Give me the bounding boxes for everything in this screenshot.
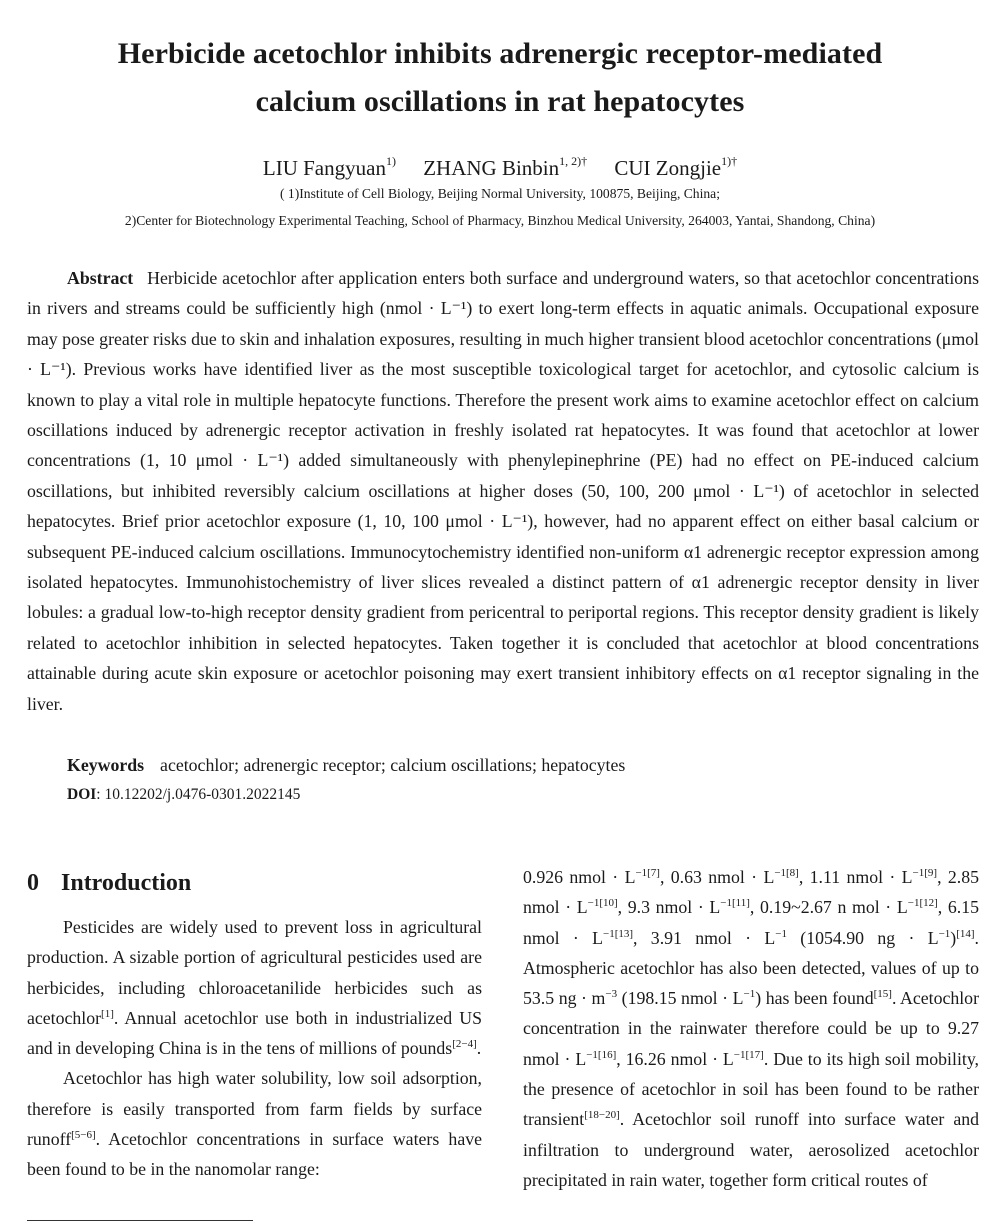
doi-text: : 10.12202/j.0476-0301.2022145: [96, 786, 301, 803]
author-2: [423, 156, 587, 180]
author-1: [263, 156, 396, 180]
author-name: ZHANG Binbin: [423, 156, 560, 180]
citation-mark: [18−20]: [584, 1109, 620, 1122]
citation-mark: −1[16]: [586, 1048, 617, 1061]
citation-mark: −1: [743, 988, 756, 1001]
author-name: LIU Fangyuan: [262, 156, 386, 180]
citation-mark: [14]: [956, 927, 975, 940]
citation-mark: [1]: [101, 1007, 114, 1020]
affiliation-2: 2)Center for Biotechnology Experimental Teaching, School of Pharmacy, Binzhou Medical University, 264003, Yantai, Shandong, China): [124, 213, 876, 228]
text-run: Acetochlor has high water solubility, low soil adsorption, therefore is easily transported from farm fields by surface runoff: [27, 1068, 482, 1150]
citation-mark: −1[12]: [907, 897, 938, 910]
author-name: CUI Zongjie: [614, 156, 722, 180]
abstract-label: Abstract: [67, 268, 134, 288]
citation-mark: −1: [775, 927, 787, 940]
paper-title: [0, 30, 1000, 126]
section-title: Introduction: [61, 870, 192, 896]
citation-mark: −1[13]: [603, 927, 634, 940]
citation-mark: −1[7]: [635, 867, 660, 880]
citation-mark: [5−6]: [71, 1129, 96, 1142]
citation-mark: −1[17]: [733, 1048, 764, 1061]
text-run: . Annual acetochlor use both in industrialized US and in developing China is in the tens of millions of pounds: [27, 1007, 482, 1059]
paragraph: [27, 912, 482, 1063]
text-run: (1054.90 ng · L: [786, 927, 939, 948]
title-line-1: Herbicide acetochlor inhibits adrenergic receptor-mediated: [117, 37, 883, 70]
text-run: . Due to its high soil mobility, the presence of acetochlor in soil has been found to be rather transient: [523, 1048, 979, 1130]
section-heading: [27, 866, 191, 900]
citation-mark: −1[9]: [912, 867, 938, 880]
left-column: [27, 912, 482, 1224]
text-run: , 0.63 nmol · L: [659, 867, 775, 887]
citation-mark: [15]: [873, 988, 892, 1001]
text-run: , 9.3 nmol · L: [617, 897, 721, 918]
text-run: . Acetochlor concentrations in surface waters have been found to be in the nanomolar range:: [27, 1129, 482, 1180]
affiliation-1: ( 1)Institute of Cell Biology, Beijing Normal University, 100875, Beijing, China;: [280, 186, 720, 201]
text-run: , 3.91 nmol · L: [633, 927, 776, 948]
text-run: Pesticides are widely used to prevent loss in agricultural production. A sizable portion of agricultural pesticides used are herbicides, including chloroacetanilide herbicides such as acetochlor: [27, 917, 482, 1028]
text-run: , 1.11 nmol · L: [798, 867, 913, 887]
author-affiliation-mark: 1)†: [721, 154, 738, 168]
abstract-block: [27, 263, 979, 719]
text-run: . Atmospheric acetochlor has also been detected, values of up to 53.5 ng · m: [523, 927, 979, 1009]
citation-mark: −1[10]: [587, 897, 618, 910]
text-run: . Acetochlor concentration in the rainwater therefore could be up to 9.27 nmol · L: [523, 988, 979, 1069]
text-run: , 2.85 nmol · L: [523, 867, 979, 918]
paragraph: [523, 862, 979, 1195]
keywords-line: [67, 752, 625, 778]
text-run: 0.926 nmol · L: [523, 867, 636, 887]
text-run: .: [476, 1038, 482, 1059]
title-line-2: calcium oscillations in rat hepatocytes: [255, 85, 745, 118]
text-run: ): [950, 927, 957, 948]
doi-label: DOI: [67, 786, 97, 803]
citation-mark: −1[8]: [774, 867, 799, 880]
text-run: , 0.19~2.67 n mol · L: [749, 897, 908, 918]
author-list: [0, 148, 1000, 183]
author-affiliation-mark: 1, 2)†: [559, 154, 588, 168]
keywords-text: acetochlor; adrenergic receptor; calcium oscillations; hepatocytes: [160, 755, 626, 775]
text-run: , 16.26 nmol · L: [616, 1048, 734, 1069]
keywords-label: Keywords: [67, 755, 145, 775]
citation-mark: −3: [605, 988, 618, 1001]
text-run: (198.15 nmol · L: [617, 988, 744, 1009]
footnote-divider: [27, 1220, 253, 1221]
paragraph: [27, 1063, 482, 1184]
right-column: [523, 862, 979, 1224]
citation-mark: [2−4]: [452, 1038, 477, 1051]
section-number: 0: [27, 870, 39, 896]
abstract-text: Herbicide acetochlor after application enters both surface and underground waters, so that acetochlor concentrations in rivers and streams could be sufficiently high (nmol · L⁻¹) to exert long-term effects in aquatic animals. Occupational exposure may pose greater risks due to skin and inhalation exposures, resulting in much higher transient blood acetochlor concentrations (μmol · L⁻¹). Previous works have identified liver as the most susceptible toxicological target for acetochlor, and cytosolic calcium is known to play a vital role in multiple hepatocyte functions. Therefore the present work aims to examine acetochlor effect on calcium oscillations induced by adrenergic receptor activation in freshly isolated rat hepatocytes. It was found that acetochlor at lower concentrations (1, 10 μmol · L⁻¹) added simultaneously with phenylepinephrine (PE) had no effect on PE-induced calcium oscillations, but inhibited reversibly calcium oscillations at higher doses (50, 100, 200 μmol · L⁻¹) of acetochlor in selected hepatocytes. Brief prior acetochlor exposure (1, 10, 100 μmol · L⁻¹), however, had no apparent effect on either basal calcium or subsequent PE-induced calcium oscillations. Immunocytochemistry identified non-uniform α1 adrenergic receptor expression among isolated hepatocytes. Immunohistochemistry of liver slices revealed a distinct pattern of α1 adrenergic receptor density in liver lobules: a gradual low-to-high receptor density gradient from pericentral to periportal regions. This receptor density gradient is likely related to acetochlor inhibition in selected hepatocytes. Taken together it is concluded that acetochlor at blood concentrations attainable during acute skin exposure or acetochlor poisoning may exert transient inhibitory effects on α1 receptor signaling in the liver.: [27, 268, 979, 714]
citation-mark: −1: [938, 927, 951, 940]
text-run: , 6.15 nmol · L: [523, 897, 979, 948]
citation-mark: −1[11]: [720, 897, 750, 910]
author-affiliation-mark: 1): [385, 154, 396, 168]
text-run: . Acetochlor soil runoff into surface water and infiltration to underground water, aerosolized acetochlor precipitated in rain water, together form critical routes of: [523, 1109, 979, 1190]
doi-line: [67, 783, 300, 807]
author-3: [614, 156, 737, 180]
text-run: ) has been found: [755, 988, 874, 1009]
